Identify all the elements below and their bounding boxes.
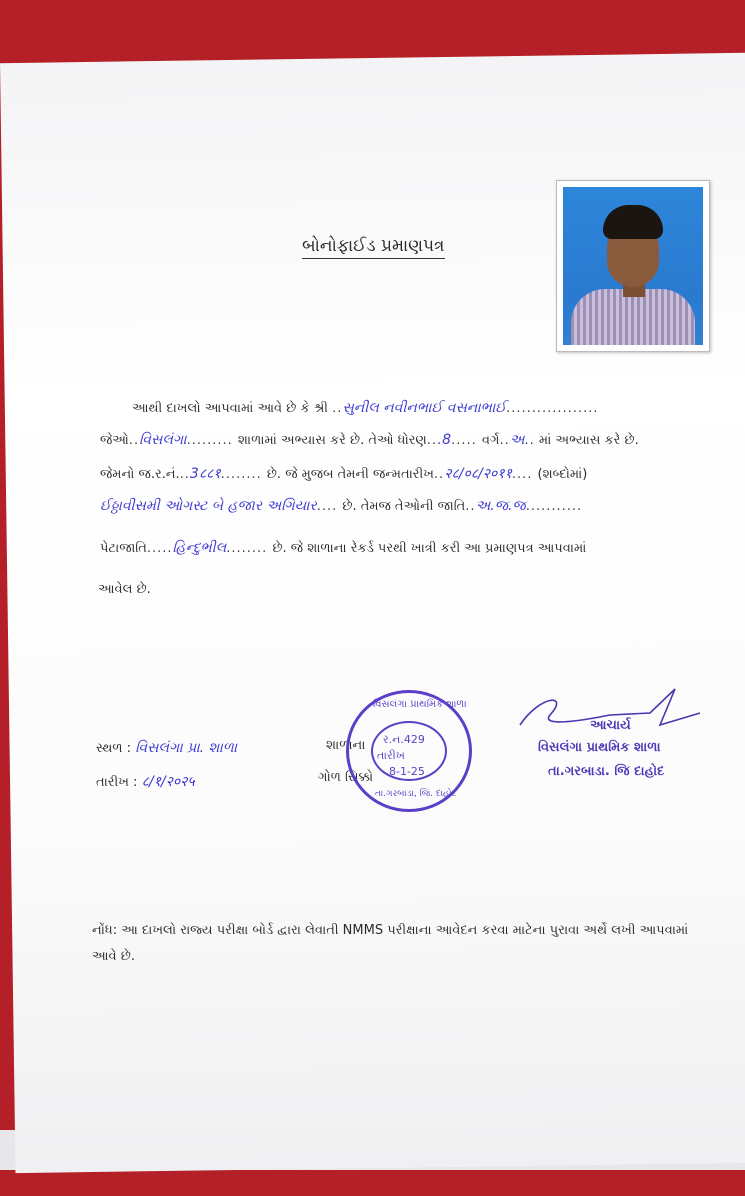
line5-prefix: પેટાજાતિ (100, 541, 147, 556)
line3-mid: છે. જે મુજબ તેમની જન્મતારીખ (266, 467, 434, 482)
caste: અ.જ.જ (475, 498, 526, 514)
class-value: અ (509, 432, 525, 448)
line-school: જેઓ..વિસલંગા......... શાળામાં અભ્યાસ કરે છે. તેઓ ધોરણ...8..... વર્ગ..અ.. માં અભ્યાસ કરે છે. (100, 432, 639, 448)
standard: 8 (442, 432, 452, 448)
line-subcaste: પેટાજાતિ.....હિન્દુભીલ........ છે. જે શાળાના રેકર્ડ પરથી ખાત્રી કરી આ પ્રમાણપત્ર આપવામાં (100, 540, 587, 556)
round-seal-label: ગોળ સિક્કો (318, 770, 374, 785)
place-label: સ્થળ : (96, 741, 132, 756)
subcaste: હિન્દુભીલ (172, 540, 227, 556)
date-row (96, 772, 195, 791)
school-stamp-label: શાળાના (326, 738, 366, 753)
line-gr-dob: જેમનો જ.ર.નં...3८८१........ છે. જે મુજબ તેમની જન્મતારીખ..२८/०८/२०११.... (શબ્દોમાં) (100, 466, 588, 482)
stamp-reg: ર.ન.429 (383, 733, 425, 746)
line4-mid: છે. તેમજ તેઓની જાતિ (342, 499, 466, 514)
stamp-top-text: વિસલંગા પ્રાથમિક શાળા (373, 699, 467, 710)
line3-prefix: જેમનો જ.ર.નં. (100, 467, 180, 482)
student-photo (556, 180, 710, 352)
line3-suffix: (શબ્દોમાં) (537, 467, 588, 482)
stamp-bottom-text: તા.ગરબાડા, જિ. દાહોદ (375, 789, 457, 799)
certificate-title: બોનોફાઈડ પ્રમાણપત્ર (302, 236, 445, 259)
line5-suffix: છે. જે શાળાના રેકર્ડ પરથી ખાત્રી કરી આ પ્રમાણપત્ર આપવામાં (272, 541, 587, 556)
line-dob-words: ઈઠ્ઠાવીસમી ઓગસ્ટ બે હજાર અગિયાર.... છે. તેમજ તેઓની જાતિ..અ.જ.જ........... (100, 498, 583, 514)
footnote: નોંધ: આ દાખલો રાજ્ય પરીક્ષા બોર્ડ દ્વારા લેવાતી NMMS પરીક્ષાના આવેદન કરવા માટેના પુરાવા અર્થે લખી આપવામાં આવે છે. (92, 923, 689, 964)
principal-location: તા.ગરબાડા. જિ દાહોદ (548, 764, 665, 779)
line2-suffix: માં અભ્યાસ કરે છે. (538, 433, 639, 448)
student-name: સુનીલ નવીનભાઈ વસનાભાઈ (342, 400, 507, 416)
stamp-date: 8-1-25 (389, 765, 425, 778)
line-student: આથી દાખલો આપવામાં આવે છે કે શ્રી ..સુનીલ નવીનભાઈ વસનાભાઈ.................. (132, 400, 599, 416)
gr-number: 3८८१ (189, 466, 221, 482)
place-row (96, 740, 237, 756)
principal-school: વિસલંગા પ્રાથમિક શાળા (538, 740, 661, 755)
place-value: વિસલંગા પ્રા. શાળા (135, 740, 238, 756)
dob-words: ઈઠ્ઠાવીસમી ઓગસ્ટ બે હજાર અગિયાર (100, 498, 317, 514)
line2-prefix: જેઓ (100, 433, 129, 448)
line1-prefix: આથી દાખલો આપવામાં આવે છે કે શ્રી (132, 401, 329, 416)
dob: २८/०८/२०११ (444, 466, 512, 482)
stamp-date-label: તારીખ (377, 749, 405, 762)
class-label: વર્ગ (481, 433, 500, 448)
date-label: તારીખ : (96, 775, 138, 790)
principal-title: આચાર્ય (590, 718, 631, 733)
school-seal (346, 690, 472, 812)
line-closing: આવેલ છે. (98, 582, 151, 597)
line2-mid: શાળામાં અભ્યાસ કરે છે. તેઓ ધોરણ (237, 433, 427, 448)
school-name: વિસલંગા (139, 432, 187, 448)
date-value: ८/१/२०२५ (141, 774, 195, 790)
